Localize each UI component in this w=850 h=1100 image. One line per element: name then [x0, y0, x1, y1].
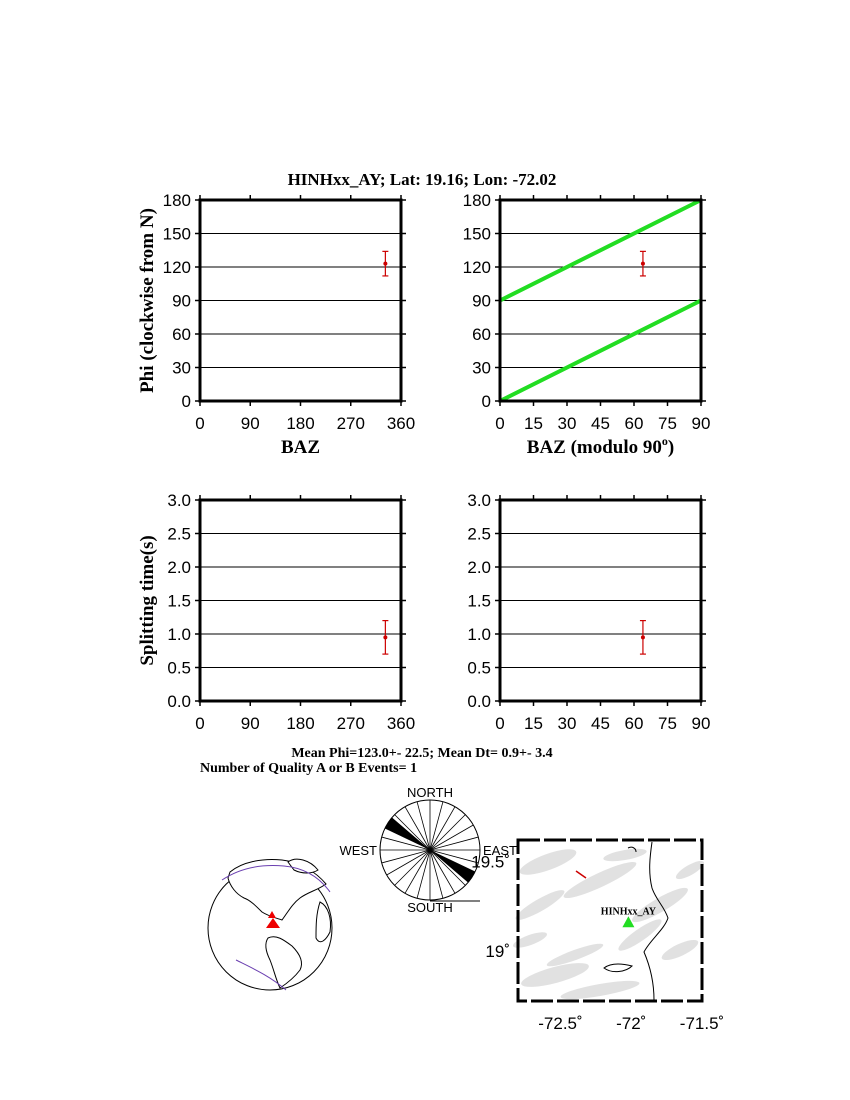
island-coastline: [604, 964, 632, 972]
local-map: [471, 840, 724, 1033]
x-tick-label: 270: [336, 714, 365, 733]
data-point: [641, 262, 645, 266]
event-count: Number of Quality A or B Events= 1: [200, 761, 418, 776]
y-tick-label: 30: [172, 358, 191, 378]
lon-tick-label: -71.5˚: [679, 1014, 725, 1033]
y-tick-label: 2.0: [467, 558, 491, 577]
relief-shading: [561, 857, 639, 903]
lat-tick-label: 19˚: [485, 941, 510, 961]
x-tick-label: 90: [240, 714, 260, 733]
lat-tick-label: 19.5˚: [471, 852, 510, 872]
null-line: [500, 301, 701, 402]
x-tick-label: 0: [495, 714, 505, 733]
station-label: HINHxx_AY: [600, 906, 657, 918]
x-tick-label: 360: [386, 714, 416, 733]
y-tick-label: 90: [172, 291, 191, 311]
lon-tick-label: -72.5˚: [538, 1014, 583, 1033]
x-tick-label: 75: [658, 714, 677, 733]
phi-vs-baz-panel: [137, 191, 415, 458]
y-axis-label: Splitting time(s): [137, 535, 158, 666]
y-tick-label: 0.0: [167, 692, 191, 711]
y-tick-label: 2.5: [467, 524, 491, 544]
y-tick-label: 180: [162, 191, 191, 210]
x-tick-label: 60: [624, 414, 644, 433]
x-axis-label-text: BAZ: [280, 437, 321, 458]
dt-vs-baz-mod90-panel: [467, 491, 710, 733]
x-axis-label: [281, 437, 320, 458]
y-tick-label: 0: [481, 392, 491, 411]
y-tick-label: 0.5: [467, 658, 491, 678]
x-tick-label: 45: [591, 714, 610, 733]
data-point: [641, 635, 645, 639]
y-tick-label: 150: [462, 224, 491, 244]
x-tick-label: 15: [524, 414, 543, 433]
x-tick-label: 90: [691, 414, 711, 433]
data-point: [383, 262, 387, 266]
x-tick-label: 180: [286, 714, 315, 733]
y-tick-label: 120: [462, 258, 491, 277]
x-axis-label-tail: ): [667, 437, 675, 458]
null-line: [500, 200, 701, 301]
y-tick-label: 150: [162, 224, 191, 244]
rose-north-label: NORTH: [407, 785, 453, 800]
y-tick-label: 1.5: [167, 591, 191, 611]
y-tick-label: 2.0: [167, 558, 191, 577]
x-tick-label: 45: [591, 414, 610, 433]
y-tick-label: 2.5: [167, 524, 191, 544]
x-axis-label-sup: o: [661, 434, 668, 448]
x-tick-label: 30: [557, 714, 577, 733]
x-tick-label: 360: [386, 414, 416, 433]
y-tick-label: 1.0: [467, 625, 491, 644]
y-axis-label: Phi (clockwise from N): [137, 208, 158, 393]
x-tick-label: 270: [336, 414, 365, 433]
x-tick-label: 90: [691, 714, 711, 733]
x-tick-label: 180: [286, 414, 315, 433]
dt-vs-baz-panel: [137, 491, 415, 733]
rose-diagram: [339, 785, 517, 915]
y-tick-label: 30: [472, 358, 491, 378]
x-tick-label: 15: [524, 714, 543, 733]
relief-shading: [513, 886, 567, 924]
rose-west-label: WEST: [339, 843, 377, 858]
relief-shading: [659, 936, 700, 964]
y-tick-label: 60: [472, 325, 491, 344]
x-axis-label-text: BAZ (modulo 90: [526, 437, 662, 458]
x-tick-label: 30: [557, 414, 577, 433]
lon-tick-label: -72˚: [616, 1014, 647, 1033]
x-tick-label: 0: [195, 714, 205, 733]
station-triangle: [622, 916, 634, 927]
y-tick-label: 0.0: [467, 692, 491, 711]
y-tick-label: 1.5: [467, 591, 491, 611]
relief-shading: [517, 844, 579, 880]
x-tick-label: 90: [240, 414, 260, 433]
x-axis-label: [527, 434, 674, 458]
y-tick-label: 0.5: [167, 658, 191, 678]
page-title: HINHxx_AY; Lat: 19.16; Lon: -72.02: [287, 170, 557, 189]
relief-shading: [560, 977, 641, 1003]
relief-shading: [602, 846, 647, 863]
y-tick-label: 3.0: [167, 491, 191, 510]
rose-east-label: EAST: [483, 843, 517, 858]
mean-summary: Mean Phi=123.0+- 22.5; Mean Dt= 0.9+- 3.4: [291, 746, 553, 761]
x-tick-label: 60: [624, 714, 644, 733]
y-tick-label: 3.0: [467, 491, 491, 510]
x-tick-label: 75: [658, 414, 677, 433]
y-tick-label: 90: [472, 291, 491, 311]
x-tick-label: 0: [195, 414, 205, 433]
y-tick-label: 180: [462, 191, 491, 210]
y-tick-label: 120: [162, 258, 191, 277]
data-point: [383, 635, 387, 639]
y-tick-label: 1.0: [167, 625, 191, 644]
y-tick-label: 60: [172, 325, 191, 344]
split-direction-bar: [576, 871, 586, 878]
y-tick-label: 0: [181, 392, 191, 411]
phi-vs-baz-mod90-panel: [463, 191, 711, 458]
globe-icon: [208, 859, 332, 990]
x-tick-label: 0: [495, 414, 505, 433]
rose-south-label: SOUTH: [407, 900, 453, 915]
